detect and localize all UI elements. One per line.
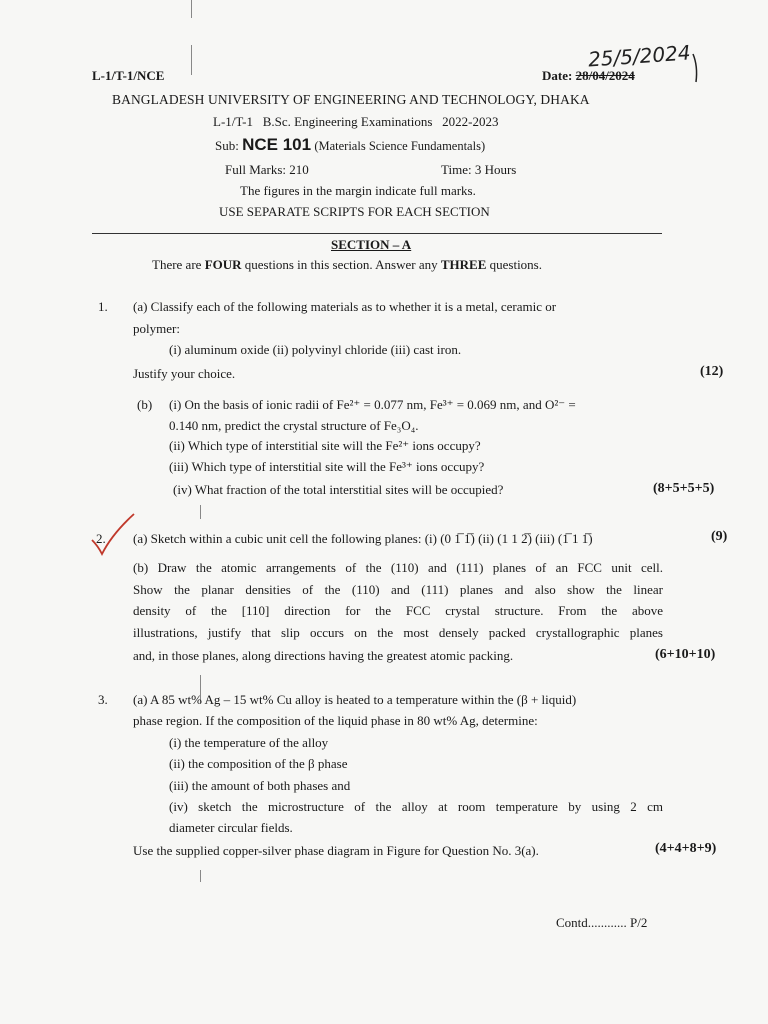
exam-title: L-1/T-1 B.Sc. Engineering Examinations 2022-2023: [213, 114, 499, 129]
q1b-line: (i) On the basis of ionic radii of Fe²⁺ = 0.077 nm, Fe³⁺ = 0.069 nm, and O²⁻ =: [169, 397, 576, 412]
q3a-line: (i) the temperature of the alloy: [169, 735, 329, 750]
q2a-marks: (9): [711, 529, 728, 544]
q1b-line: (iii) Which type of interstitial site will the Fe³⁺ ions occupy?: [169, 459, 485, 474]
handwritten-bracket-icon: [690, 52, 702, 84]
section-instructions: [152, 257, 542, 273]
q2b-line: Show the planar densities of the (110) and (111) planes and also show the linear: [133, 582, 663, 597]
q1a-line: (a) Classify each of the following materials as to whether it is a metal, ceramic or: [133, 299, 557, 314]
instr-three: THREE: [440, 257, 487, 272]
q2b-line: illustrations, justify that slip occurs on the most densely packed crystallographic planes: [133, 625, 663, 640]
subject-code: NCE 101: [242, 135, 312, 154]
q1a-line: Justify your choice.: [133, 366, 236, 381]
q2b-line: and, in those planes, along directions having the greatest atomic packing.: [133, 648, 514, 663]
q3a-line: (iii) the amount of both phases and: [169, 778, 351, 793]
instr-text: There are: [152, 257, 205, 272]
instr-four: FOUR: [204, 257, 242, 272]
instr-text: questions.: [486, 257, 542, 272]
q3a-line: (a) A 85 wt% Ag – 15 wt% Cu alloy is heated to a temperature within the (β + liquid): [133, 692, 577, 707]
q2b-marks: (6+10+10): [655, 647, 716, 662]
header-divider: [92, 233, 662, 234]
full-marks: Full Marks: 210: [225, 162, 309, 177]
q1-number: 1.: [98, 299, 108, 314]
q1a-line: polymer:: [133, 321, 180, 336]
q1b-line: (ii) Which type of interstitial site will the Fe²⁺ ions occupy?: [169, 438, 481, 453]
q3a-marks: (4+4+8+9): [655, 841, 717, 856]
q3a-line: (ii) the composition of the β phase: [169, 756, 348, 771]
exam-time: Time: 3 Hours: [441, 162, 517, 177]
scripts-note: USE SEPARATE SCRIPTS FOR EACH SECTION: [219, 204, 490, 219]
subject-label: Sub:: [215, 138, 239, 153]
scan-artifact-line: [191, 45, 192, 75]
q3a-line: phase region. If the composition of the liquid phase in 80 wt% Ag, determine:: [133, 713, 538, 728]
q1b-line: 0.140 nm, predict the crystal structure of Fe₃O₄.: [169, 418, 419, 433]
q3a-line: (iv) sketch the microstructure of the alloy at room temperature by using 2 cm: [169, 799, 663, 814]
q2-number: 2.: [96, 531, 106, 546]
q3a-line: Use the supplied copper-silver phase diagram in Figure for Question No. 3(a).: [133, 843, 539, 858]
instr-text: questions in this section. Answer any: [241, 257, 441, 272]
section-title: SECTION – A: [331, 237, 412, 252]
scan-artifact-line: [200, 870, 201, 882]
margin-note: The figures in the margin indicate full marks.: [240, 183, 476, 198]
paper-code: L-1/T-1/NCE: [92, 68, 165, 83]
continued-note: Contd............ P/2: [556, 915, 648, 930]
q3-number: 3.: [98, 692, 108, 707]
q3a-line: diameter circular fields.: [169, 820, 293, 835]
q1b-line: (iv) What fraction of the total interstitial sites will be occupied?: [173, 482, 504, 497]
handwritten-checkmark-icon: [86, 510, 138, 558]
university-name: BANGLADESH UNIVERSITY OF ENGINEERING AND TECHNOLOGY, DHAKA: [112, 92, 590, 107]
q1b-label: (b): [137, 397, 153, 412]
q1b-marks: (8+5+5+5): [653, 481, 715, 496]
q1a-marks: (12): [700, 364, 724, 379]
date-label: Date:: [542, 68, 573, 83]
q1a-line: (i) aluminum oxide (ii) polyvinyl chloride (iii) cast iron.: [169, 342, 462, 357]
date-handwritten: 25/5/2024: [587, 40, 692, 72]
q2b-line: density of the [110] direction for the FCC crystal structure. From the above: [133, 603, 663, 618]
q2a-line: (a) Sketch within a cubic unit cell the following planes: (i) (0 1̅ 1̅) (ii) (1 1 2̅) (iii) (1̅ 1 1̅): [133, 531, 593, 546]
date-struck: 28/04/2024: [575, 68, 635, 83]
scan-artifact-line: [200, 505, 201, 519]
subject-name: (Materials Science Fundamentals): [314, 139, 486, 153]
subject-line: [215, 135, 485, 155]
q2b-line: (b) Draw the atomic arrangements of the (110) and (111) planes of an FCC unit cell.: [133, 560, 663, 575]
scan-artifact-line: [191, 0, 192, 18]
